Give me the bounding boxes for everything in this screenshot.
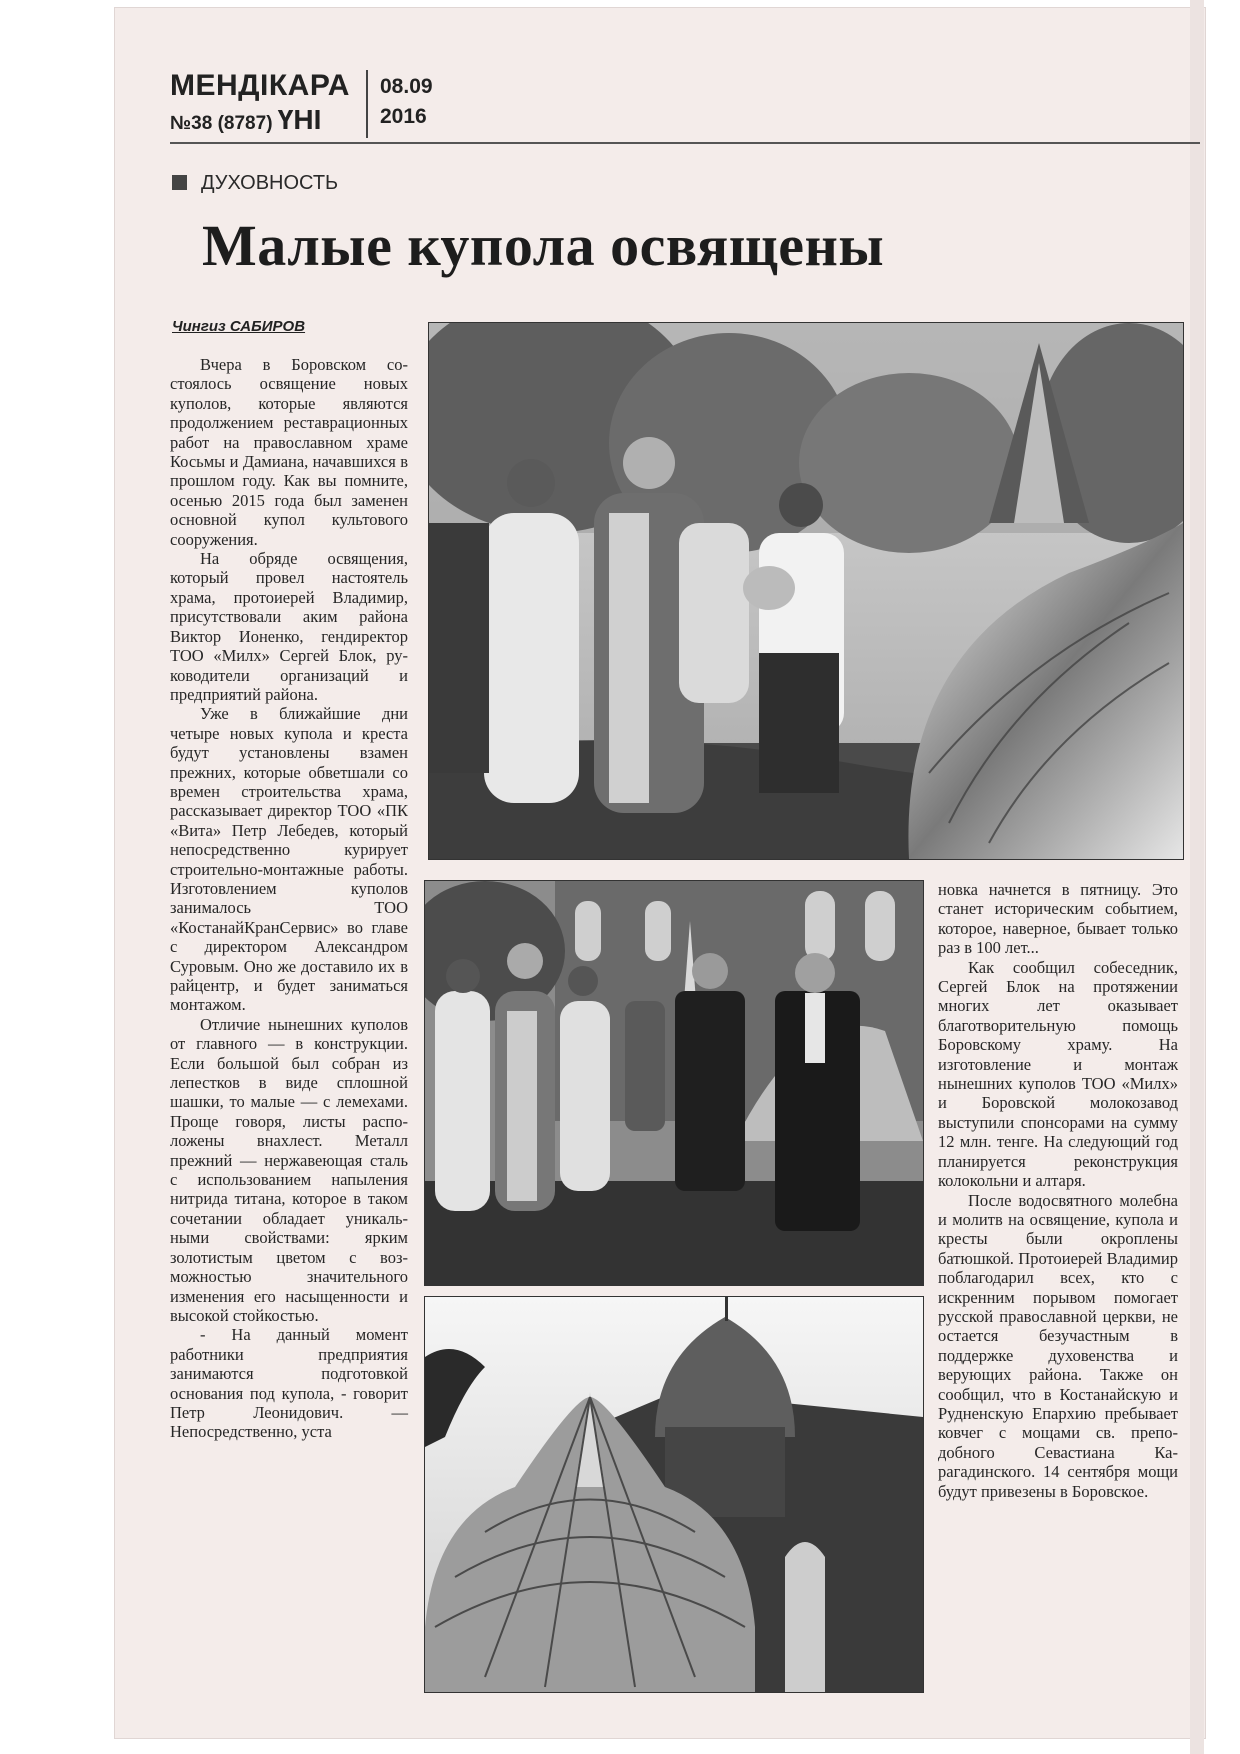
issue-date [380, 72, 433, 132]
paper-edge [1190, 0, 1204, 1754]
paragraph: Вчера в Боровском состоялось освящение новых куполов, которые являются продолжением реставрационных работ на православном храме Косьмы и Дамиана, начавшихся в прошлом году. Как вы помните, осенью 2015 года был заменен основной купол культового сооружения. [170, 355, 408, 549]
issue-line [170, 104, 321, 136]
paragraph: После водосвятного молебна и молитв на освящение, купола и кресты были окроплены батюшкой. Протоиерей Владимир поблагодарил всех, кто с искренним порывом помогает русской православной церкви, не остается безучастным в поддержке духовенства и верующих района. Также он сообщил, что в Костанайскую и Рудненскую Епархию пребывает ковчег с мощами св. преподобного Севастиана Карагадинского. 14 сентября мощи будут привезены в Боровское. [938, 1190, 1178, 1501]
masthead-divider [366, 70, 368, 138]
masthead [170, 70, 1200, 144]
photo-consecration-ceremony [428, 322, 1184, 860]
article-column-1 [170, 355, 408, 1442]
article-title: Малые купола освящены [202, 213, 885, 278]
paragraph: - На данный момент работники предприятия занимаются подготовкой основания под купола, - говорит Петр Леонидович. — Непосредственно, уста [170, 1325, 408, 1442]
paragraph: новка начнется в пятницу. Это станет историческим событием, которое, наверное, бывает только раз в 100 лет... [938, 880, 1178, 958]
author-name: Чингиз САБИРОВ [172, 318, 306, 335]
rubric [172, 172, 338, 195]
photo-officials-at-church [424, 880, 924, 1286]
article-column-2 [938, 880, 1178, 1501]
rubric-label: ДУХОВНОСТЬ [201, 172, 339, 194]
newspaper-name: МЕНДІКАРА [170, 69, 350, 102]
paragraph: Отличие нынешних куполов от главного — в конструкции. Если большой был собран из лепестков в виде сплошной шашки, то малые — с лемехами. Проще говоря, листы расположены внахлест. Металл прежний — нержавеющая сталь с использованием напыления нитрида титана, которое в таком сочетании обладает уникальными свойствами: ярким золотистым цветом с возможностью значительного изменения его насыщенности и высокой стойкостью. [170, 1014, 408, 1325]
photo-church-dome [424, 1296, 924, 1693]
paragraph: Уже в ближайшие дни четыре новых купола и креста будут установлены взамен прежних, которые обветшали со времен строительства храма, рассказывает директор ТОО «ПК «Вита» Петр Лебедев, который непосредственно курирует строительно-монтажные работы. Изготовлением куполов занималось ТОО «КостанайКранСервис» во главе с директором Александром Суровым. Оно же доставило их в райцентр, и будет заниматься монтажом. [170, 704, 408, 1015]
rubric-square-icon [172, 175, 187, 190]
issue-number: №38 (8787) [170, 113, 273, 134]
issue-date-day: 08.09 [380, 75, 433, 98]
issue-date-year: 2016 [380, 105, 427, 128]
paragraph: Как сообщил собеседник, Сергей Блок на протяжении многих лет оказывает благотворительную помощь Боровскому храму. На изготовление и монтаж нынешних куполов ТОО «Милх» и Боровской молокозавод выступили спонсорами на сумму 12 млн. тенге. На следующий год планируется реконструкция колокольни и алтаря. [938, 957, 1178, 1191]
paragraph: На обряде освящения, который провел настоятель храма, протоиерей Владимир, присутствовали аким района Виктор Ионенко, гендиректор ТОО «Милх» Сергей Блок, руководители организаций и предприятий района. [170, 549, 408, 704]
newspaper-name-suffix: ҮНІ [277, 104, 322, 135]
article-byline [172, 318, 305, 335]
